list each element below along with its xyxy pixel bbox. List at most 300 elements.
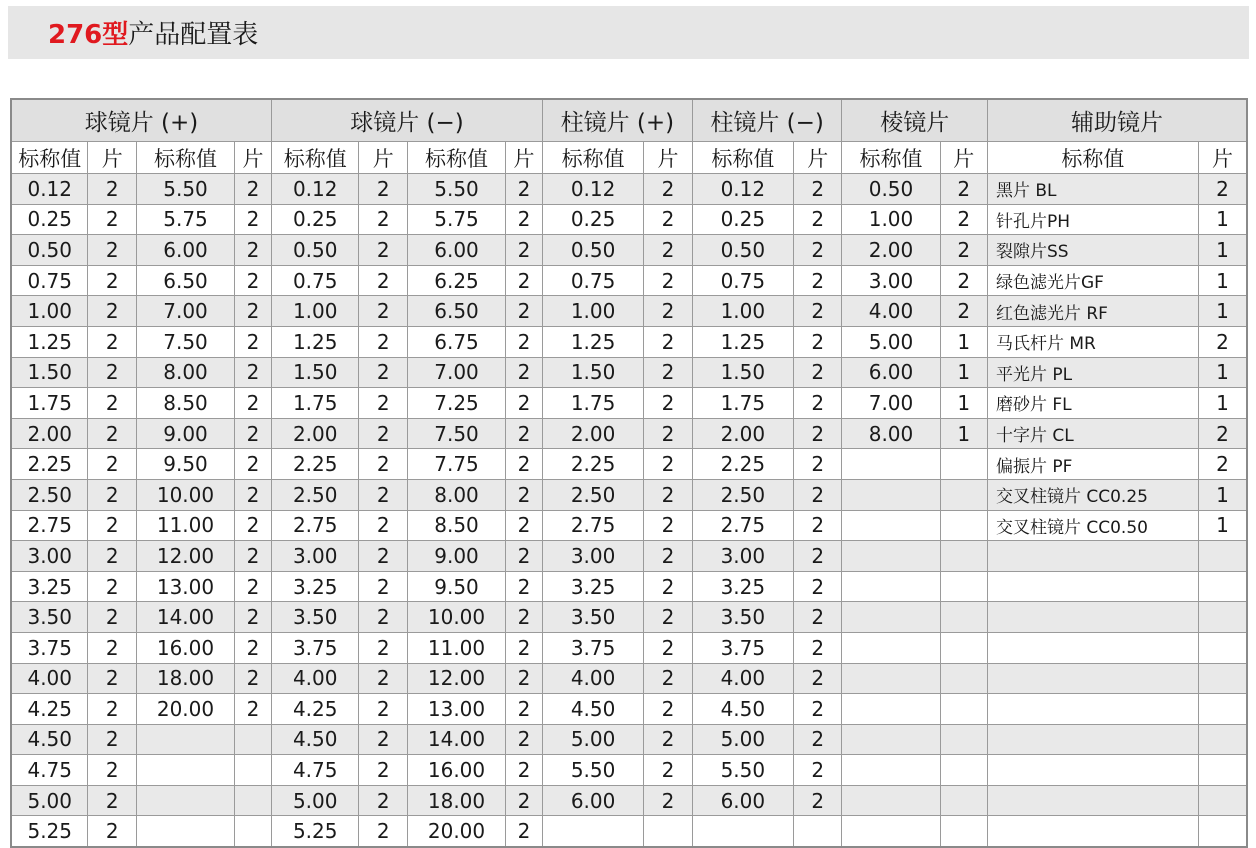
- table-cell: 2: [506, 694, 543, 725]
- table-cell: 交叉柱镜片 CC0.50: [987, 510, 1198, 541]
- table-cell: 十字片 CL: [987, 418, 1198, 449]
- table-cell: 2: [235, 449, 272, 480]
- table-cell: 2: [359, 724, 408, 755]
- table-cell: [235, 755, 272, 786]
- table-cell: 2.75: [11, 510, 88, 541]
- group-header: 柱镜片 (−): [692, 99, 842, 142]
- table-row: [11, 235, 1247, 266]
- table-cell: [940, 785, 987, 816]
- column-header-value: 标称值: [136, 142, 234, 174]
- table-cell: [1198, 785, 1247, 816]
- table-cell: [940, 632, 987, 663]
- table-cell: 2: [235, 388, 272, 419]
- table-body: [11, 174, 1247, 848]
- table-cell: 2: [644, 724, 693, 755]
- table-cell: 7.00: [407, 357, 505, 388]
- table-cell: 0.50: [542, 235, 643, 266]
- table-cell: 2: [793, 785, 842, 816]
- table-cell: 0.75: [542, 265, 643, 296]
- table-row: [11, 357, 1247, 388]
- table-cell: 2: [644, 235, 693, 266]
- table-cell: 2.75: [542, 510, 643, 541]
- table-row: [11, 174, 1247, 205]
- table-cell: 3.00: [11, 541, 88, 572]
- table-cell: 2: [644, 449, 693, 480]
- table-cell: 2: [644, 357, 693, 388]
- table-cell: 6.75: [407, 326, 505, 357]
- table-cell: 1.75: [542, 388, 643, 419]
- table-cell: 2: [793, 663, 842, 694]
- table-cell: 2: [1198, 418, 1247, 449]
- table-cell: 1: [1198, 265, 1247, 296]
- table-cell: 2: [644, 388, 693, 419]
- table-cell: [842, 510, 940, 541]
- table-cell: [940, 571, 987, 602]
- table-cell: 2: [506, 418, 543, 449]
- table-row: [11, 326, 1247, 357]
- table-cell: 2.50: [271, 479, 359, 510]
- table-cell: 1: [1198, 388, 1247, 419]
- table-row: [11, 602, 1247, 633]
- table-cell: 2: [793, 510, 842, 541]
- table-cell: 1: [1198, 235, 1247, 266]
- table-cell: 2: [88, 265, 137, 296]
- table-cell: [1198, 632, 1247, 663]
- table-cell: [842, 602, 940, 633]
- table-cell: [940, 541, 987, 572]
- table-cell: 3.75: [542, 632, 643, 663]
- table-cell: 1.50: [692, 357, 793, 388]
- table-cell: 2: [506, 235, 543, 266]
- table-cell: 9.50: [407, 571, 505, 602]
- table-cell: 2: [644, 326, 693, 357]
- table-row: [11, 755, 1247, 786]
- table-cell: 4.00: [271, 663, 359, 694]
- table-cell: [987, 541, 1198, 572]
- subheader-row: [11, 142, 1247, 174]
- table-cell: 3.00: [692, 541, 793, 572]
- table-cell: 2: [88, 571, 137, 602]
- table-cell: 1: [1198, 357, 1247, 388]
- table-cell: 2: [235, 510, 272, 541]
- table-cell: 交叉柱镜片 CC0.25: [987, 479, 1198, 510]
- title-model: 276型: [48, 20, 129, 50]
- table-cell: 4.00: [842, 296, 940, 327]
- table-cell: 2: [644, 632, 693, 663]
- table-cell: 4.00: [692, 663, 793, 694]
- table-cell: [987, 663, 1198, 694]
- table-cell: 2: [793, 479, 842, 510]
- table-cell: 20.00: [136, 694, 234, 725]
- table-cell: 1: [1198, 204, 1247, 235]
- table-cell: 2: [235, 296, 272, 327]
- table-cell: [1198, 755, 1247, 786]
- table-cell: 2: [644, 418, 693, 449]
- table-cell: 2: [506, 296, 543, 327]
- table-cell: 6.50: [136, 265, 234, 296]
- table-cell: 2: [359, 357, 408, 388]
- table-cell: 2.00: [11, 418, 88, 449]
- table-cell: 3.50: [542, 602, 643, 633]
- table-cell: 2.75: [692, 510, 793, 541]
- table-cell: 8.00: [136, 357, 234, 388]
- table-cell: 2: [235, 479, 272, 510]
- table-cell: [842, 785, 940, 816]
- table-cell: 2.25: [271, 449, 359, 480]
- table-cell: 2: [644, 479, 693, 510]
- table-cell: [1198, 694, 1247, 725]
- table-cell: 2.75: [271, 510, 359, 541]
- table-cell: 2: [359, 479, 408, 510]
- table-cell: 2: [506, 571, 543, 602]
- table-cell: [1198, 602, 1247, 633]
- table-cell: 磨砂片 FL: [987, 388, 1198, 419]
- table-cell: 5.75: [136, 204, 234, 235]
- table-cell: 7.25: [407, 388, 505, 419]
- table-cell: 1.75: [692, 388, 793, 419]
- table-cell: 1: [940, 326, 987, 357]
- table-cell: 2.50: [11, 479, 88, 510]
- title-text: 产品配置表: [128, 20, 259, 50]
- table-cell: 3.25: [271, 571, 359, 602]
- table-cell: 0.25: [271, 204, 359, 235]
- table-cell: 3.75: [11, 632, 88, 663]
- table-cell: [842, 571, 940, 602]
- table-cell: 0.75: [692, 265, 793, 296]
- table-cell: 6.00: [136, 235, 234, 266]
- table-cell: 8.50: [407, 510, 505, 541]
- table-cell: 3.50: [11, 602, 88, 633]
- table-cell: 1.75: [11, 388, 88, 419]
- table-cell: 0.50: [11, 235, 88, 266]
- table-cell: 2: [793, 388, 842, 419]
- column-header-value: 标称值: [11, 142, 88, 174]
- column-header-count: 片: [1198, 142, 1247, 174]
- table-cell: 1.25: [542, 326, 643, 357]
- table-cell: 裂隙片SS: [987, 235, 1198, 266]
- table-cell: 2.25: [542, 449, 643, 480]
- table-cell: 4.00: [542, 663, 643, 694]
- table-row: [11, 816, 1247, 847]
- table-cell: 11.00: [407, 632, 505, 663]
- column-header-value: 标称值: [987, 142, 1198, 174]
- table-cell: 1.00: [692, 296, 793, 327]
- table-cell: 16.00: [136, 632, 234, 663]
- table-cell: [842, 632, 940, 663]
- table-cell: 2: [644, 265, 693, 296]
- table-cell: 3.50: [271, 602, 359, 633]
- table-cell: 14.00: [136, 602, 234, 633]
- table-row: [11, 663, 1247, 694]
- table-cell: 5.75: [407, 204, 505, 235]
- table-cell: 2: [235, 357, 272, 388]
- table-row: [11, 479, 1247, 510]
- table-cell: [1198, 816, 1247, 847]
- table-cell: 3.00: [271, 541, 359, 572]
- table-cell: [1198, 663, 1247, 694]
- table-cell: 3.25: [692, 571, 793, 602]
- table-cell: [692, 816, 793, 847]
- column-header-value: 标称值: [842, 142, 940, 174]
- column-header-value: 标称值: [542, 142, 643, 174]
- table-cell: 3.50: [692, 602, 793, 633]
- table-cell: 5.50: [692, 755, 793, 786]
- table-cell: 5.00: [692, 724, 793, 755]
- table-cell: 平光片 PL: [987, 357, 1198, 388]
- table-cell: [235, 724, 272, 755]
- table-cell: 2: [359, 296, 408, 327]
- table-cell: 2: [793, 755, 842, 786]
- table-cell: 2: [506, 449, 543, 480]
- title-bar: [8, 6, 1249, 59]
- table-cell: 0.50: [842, 174, 940, 205]
- table-cell: 2: [359, 785, 408, 816]
- table-cell: 2: [88, 755, 137, 786]
- table-cell: 2: [88, 632, 137, 663]
- table-cell: 14.00: [407, 724, 505, 755]
- table-cell: [987, 602, 1198, 633]
- table-cell: 2: [235, 632, 272, 663]
- table-cell: 18.00: [407, 785, 505, 816]
- table-cell: 2: [88, 694, 137, 725]
- table-cell: 2: [88, 388, 137, 419]
- table-cell: 0.50: [692, 235, 793, 266]
- table-cell: 2: [506, 265, 543, 296]
- table-cell: 2: [793, 357, 842, 388]
- column-header-value: 标称值: [692, 142, 793, 174]
- table-cell: 1: [940, 418, 987, 449]
- table-cell: 16.00: [407, 755, 505, 786]
- table-row: [11, 388, 1247, 419]
- table-cell: 11.00: [136, 510, 234, 541]
- table-row: [11, 418, 1247, 449]
- table-cell: 4.25: [11, 694, 88, 725]
- table-cell: 6.50: [407, 296, 505, 327]
- table-cell: 2: [88, 326, 137, 357]
- table-cell: 2: [793, 632, 842, 663]
- table-cell: 5.00: [842, 326, 940, 357]
- table-cell: 1.25: [271, 326, 359, 357]
- table-cell: 2: [235, 204, 272, 235]
- table-cell: 2: [793, 724, 842, 755]
- table-cell: 2: [793, 204, 842, 235]
- table-cell: 2: [793, 174, 842, 205]
- table-cell: [940, 724, 987, 755]
- table-cell: 2.00: [692, 418, 793, 449]
- column-header-count: 片: [88, 142, 137, 174]
- table-cell: 5.50: [136, 174, 234, 205]
- group-header-row: [11, 99, 1247, 142]
- table-cell: 马氏杆片 MR: [987, 326, 1198, 357]
- table-cell: 2: [644, 694, 693, 725]
- table-cell: 2: [793, 418, 842, 449]
- table-cell: 2: [506, 174, 543, 205]
- group-header: 球镜片 (+): [11, 99, 271, 142]
- table-cell: 2: [359, 388, 408, 419]
- table-cell: 2: [506, 724, 543, 755]
- table-cell: [542, 816, 643, 847]
- table-cell: [136, 724, 234, 755]
- table-cell: 2: [940, 265, 987, 296]
- table-cell: 0.25: [542, 204, 643, 235]
- table-cell: 2: [359, 265, 408, 296]
- table-cell: 2: [88, 479, 137, 510]
- table-cell: 7.75: [407, 449, 505, 480]
- table-cell: 2.25: [11, 449, 88, 480]
- table-cell: 2: [359, 418, 408, 449]
- table-cell: 0.75: [271, 265, 359, 296]
- table-cell: 2: [88, 235, 137, 266]
- table-cell: [842, 479, 940, 510]
- table-cell: 13.00: [407, 694, 505, 725]
- group-header: 棱镜片: [842, 99, 988, 142]
- table-cell: 4.50: [542, 694, 643, 725]
- table-row: [11, 265, 1247, 296]
- table-cell: 2: [644, 510, 693, 541]
- table-cell: 1: [1198, 296, 1247, 327]
- table-cell: 1.00: [271, 296, 359, 327]
- table-cell: 2: [644, 663, 693, 694]
- table-cell: 黑片 BL: [987, 174, 1198, 205]
- table-cell: 2: [506, 816, 543, 847]
- table-cell: 2: [793, 694, 842, 725]
- table-cell: 2: [88, 357, 137, 388]
- table-cell: 2: [359, 571, 408, 602]
- table-cell: 2: [793, 541, 842, 572]
- table-cell: 2: [1198, 174, 1247, 205]
- table-cell: 1.50: [271, 357, 359, 388]
- table-cell: 2: [88, 663, 137, 694]
- table-cell: 1.75: [271, 388, 359, 419]
- table-cell: 2: [506, 785, 543, 816]
- table-cell: 2: [359, 602, 408, 633]
- table-cell: 4.50: [692, 694, 793, 725]
- table-cell: 0.12: [11, 174, 88, 205]
- table-cell: [1198, 724, 1247, 755]
- table-cell: [940, 602, 987, 633]
- table-cell: 2: [793, 449, 842, 480]
- table-cell: 4.75: [271, 755, 359, 786]
- table-cell: 2: [88, 816, 137, 847]
- table-cell: 5.25: [271, 816, 359, 847]
- table-cell: 2: [793, 235, 842, 266]
- column-header-value: 标称值: [407, 142, 505, 174]
- table-cell: 2: [235, 265, 272, 296]
- group-header: 球镜片 (−): [271, 99, 542, 142]
- table-cell: 4.75: [11, 755, 88, 786]
- table-cell: 1.50: [11, 357, 88, 388]
- group-header: 辅助镜片: [987, 99, 1247, 142]
- table-cell: 2: [940, 174, 987, 205]
- table-cell: [940, 449, 987, 480]
- table-cell: 9.00: [407, 541, 505, 572]
- table-cell: 6.00: [407, 235, 505, 266]
- table-cell: 0.12: [542, 174, 643, 205]
- table-cell: [987, 694, 1198, 725]
- table-cell: 20.00: [407, 816, 505, 847]
- table-cell: 1.00: [842, 204, 940, 235]
- table-cell: [940, 663, 987, 694]
- column-header-value: 标称值: [271, 142, 359, 174]
- table-cell: [842, 541, 940, 572]
- table-cell: [987, 724, 1198, 755]
- table-cell: 6.00: [692, 785, 793, 816]
- table-cell: 2: [88, 204, 137, 235]
- table-cell: 2: [359, 174, 408, 205]
- column-header-count: 片: [506, 142, 543, 174]
- table-row: [11, 296, 1247, 327]
- table-cell: 1.00: [542, 296, 643, 327]
- table-cell: 2: [940, 235, 987, 266]
- table-cell: 4.00: [11, 663, 88, 694]
- table-cell: 2: [1198, 326, 1247, 357]
- table-cell: [793, 816, 842, 847]
- table-cell: 偏振片 PF: [987, 449, 1198, 480]
- table-cell: 2: [359, 204, 408, 235]
- table-cell: 2: [359, 632, 408, 663]
- table-cell: 2: [1198, 449, 1247, 480]
- table-cell: 2.50: [692, 479, 793, 510]
- table-cell: 4.50: [11, 724, 88, 755]
- table-cell: 5.50: [407, 174, 505, 205]
- table-cell: 2: [644, 541, 693, 572]
- table-cell: 2: [506, 479, 543, 510]
- table-cell: 7.00: [136, 296, 234, 327]
- column-header-count: 片: [359, 142, 408, 174]
- table-cell: [842, 449, 940, 480]
- table-cell: 绿色滤光片GF: [987, 265, 1198, 296]
- table-cell: 2.00: [542, 418, 643, 449]
- table-cell: 2: [88, 510, 137, 541]
- table-cell: [940, 510, 987, 541]
- table-cell: 2.25: [692, 449, 793, 480]
- table-cell: 18.00: [136, 663, 234, 694]
- table-cell: [136, 816, 234, 847]
- table-cell: 2: [644, 755, 693, 786]
- table-cell: 3.00: [542, 541, 643, 572]
- table-cell: 9.50: [136, 449, 234, 480]
- table-cell: 1.25: [692, 326, 793, 357]
- table-cell: 2: [235, 694, 272, 725]
- table-cell: 8.50: [136, 388, 234, 419]
- table-cell: 2: [88, 174, 137, 205]
- table-cell: [987, 785, 1198, 816]
- table-cell: 1.00: [11, 296, 88, 327]
- table-cell: 10.00: [136, 479, 234, 510]
- table-cell: 2: [644, 204, 693, 235]
- column-header-count: 片: [940, 142, 987, 174]
- table-cell: 2: [793, 326, 842, 357]
- group-header: 柱镜片 (+): [542, 99, 692, 142]
- table-cell: 5.50: [542, 755, 643, 786]
- table-cell: 3.25: [542, 571, 643, 602]
- table-row: [11, 449, 1247, 480]
- table-cell: 2: [793, 602, 842, 633]
- table-cell: 2: [793, 265, 842, 296]
- table-cell: 1.25: [11, 326, 88, 357]
- table-cell: 2: [88, 418, 137, 449]
- table-cell: 2: [506, 204, 543, 235]
- column-header-count: 片: [644, 142, 693, 174]
- table-cell: 3.75: [271, 632, 359, 663]
- table-cell: 12.00: [407, 663, 505, 694]
- table-cell: [987, 632, 1198, 663]
- table-cell: 2: [793, 571, 842, 602]
- table-cell: 8.00: [842, 418, 940, 449]
- table-cell: 2: [88, 449, 137, 480]
- table-row: [11, 541, 1247, 572]
- table-row: [11, 724, 1247, 755]
